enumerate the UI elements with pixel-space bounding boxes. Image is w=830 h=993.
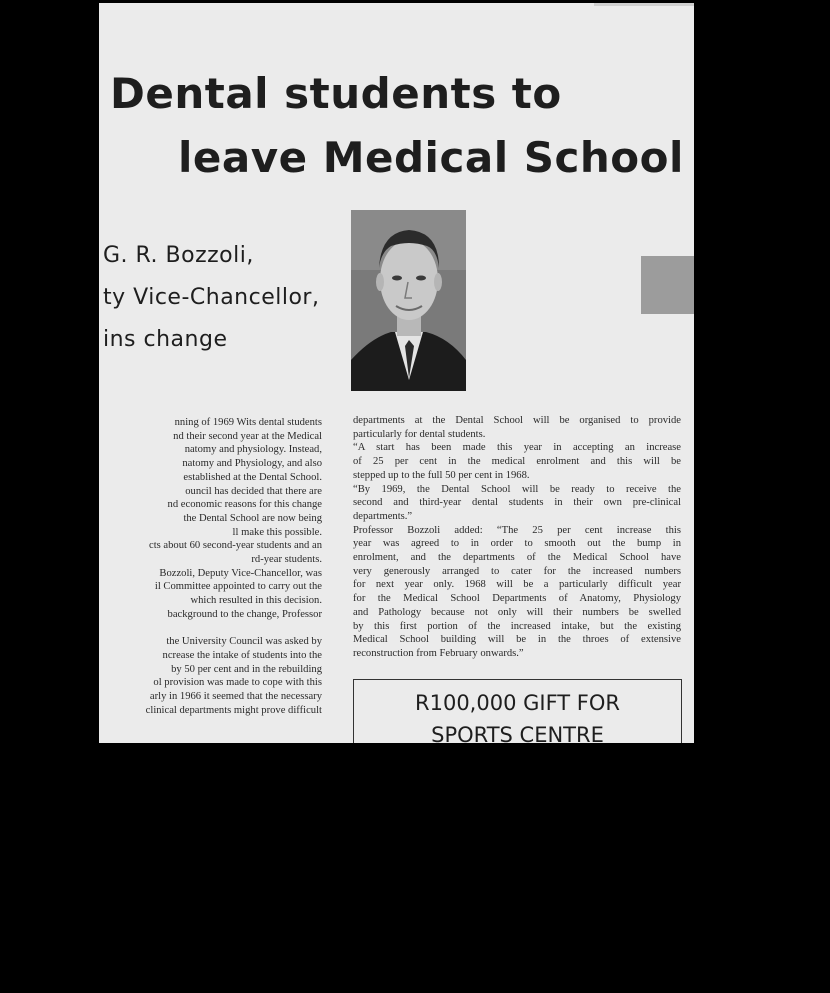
text-line: cts about 60 second-year students and an xyxy=(149,540,322,552)
text-line: the Dental School are now being xyxy=(183,512,322,524)
text-line: ll make this possible. xyxy=(232,526,322,538)
headline-line-2: leave Medical School xyxy=(178,133,684,182)
sidebar-box-title-line-1: R100,000 GIFT FOR xyxy=(415,691,620,715)
text-line: for next year only. 1968 will be a particularly difficult year xyxy=(353,579,681,591)
text-line: ouncil has decided that there are xyxy=(185,485,322,497)
text-line: second and third-year dental students in their own pre-clinical xyxy=(353,497,681,509)
subheading-line-3: ins change xyxy=(103,327,228,352)
newspaper-clipping xyxy=(99,3,694,743)
text-line: clinical departments might prove difficult xyxy=(145,704,322,716)
text-line: ol provision was made to cope with this xyxy=(153,677,322,689)
text-line: nd economic reasons for this change xyxy=(167,499,322,511)
portrait-illustration xyxy=(351,210,466,391)
text-line: arly in 1966 it seemed that the necessary xyxy=(149,691,322,703)
text-line: stepped up to the full 50 per cent in 1968. xyxy=(353,469,530,481)
page-edge xyxy=(594,3,694,6)
text-line: which resulted in this decision. xyxy=(190,595,322,607)
text-line: Bozzoli, Deputy Vice-Chancellor, was xyxy=(159,567,322,579)
text-line: il Committee appointed to carry out the xyxy=(154,581,322,593)
portrait-photo xyxy=(351,210,466,391)
text-line: Medical School building will be in the throes of extensive xyxy=(353,634,681,646)
text-line: rd-year students. xyxy=(251,554,322,566)
text-line: the University Council was asked by xyxy=(166,636,322,648)
text-line: and Pathology because not only will their numbers be swelled xyxy=(353,606,681,618)
text-line: by this first portion of the increased intake, but the existing xyxy=(353,620,681,632)
text-line: Professor Bozzoli added: “The 25 per cent increase this xyxy=(353,524,681,536)
text-line: departments at the Dental School will be organised to provide xyxy=(353,415,681,426)
text-line: nd their second year at the Medical xyxy=(173,430,322,442)
text-line: by 50 per cent and in the rebuilding xyxy=(171,663,322,675)
text-line: departments.” xyxy=(353,510,413,522)
text-line: very generously arranged to cater for the increased numbers xyxy=(353,565,681,577)
text-line: ncrease the intake of students into the xyxy=(162,649,322,661)
text-line: year was agreed to in order to smooth out the bump in xyxy=(353,538,681,550)
subheading-line-1: G. R. Bozzoli, xyxy=(103,243,254,268)
subheading-line-2: ty Vice-Chancellor, xyxy=(103,285,320,310)
headline-line-1: Dental students to xyxy=(110,69,562,118)
text-line: “By 1969, the Dental School will be ready to receive the xyxy=(353,483,681,495)
text-line: for the Medical School Departments of Anatomy, Physiology xyxy=(353,593,681,605)
text-line: established at the Dental School. xyxy=(183,471,322,483)
grey-margin-tab xyxy=(641,256,694,314)
text-line xyxy=(99,622,322,636)
text-line: reconstruction from February onwards.” xyxy=(353,647,524,659)
left-text-column xyxy=(99,416,322,717)
text-line: natomy and physiology. Instead, xyxy=(184,444,322,456)
sidebar-box-title-line-2: SPORTS CENTRE xyxy=(431,723,604,743)
text-line: particularly for dental students. xyxy=(353,428,486,440)
text-line: nning of 1969 Wits dental students xyxy=(174,417,322,428)
sidebar-box xyxy=(353,679,682,743)
right-text-column xyxy=(353,414,681,661)
text-line: background to the change, Professor xyxy=(167,608,322,620)
text-line: of 25 per cent in the medical enrolment and this will be xyxy=(353,456,681,468)
text-line: natomy and Physiology, and also xyxy=(182,458,322,470)
text-line: enrolment, and the departments of the Medical School have xyxy=(353,552,681,564)
text-line: “A start has been made this year in accepting an increase xyxy=(353,442,681,454)
